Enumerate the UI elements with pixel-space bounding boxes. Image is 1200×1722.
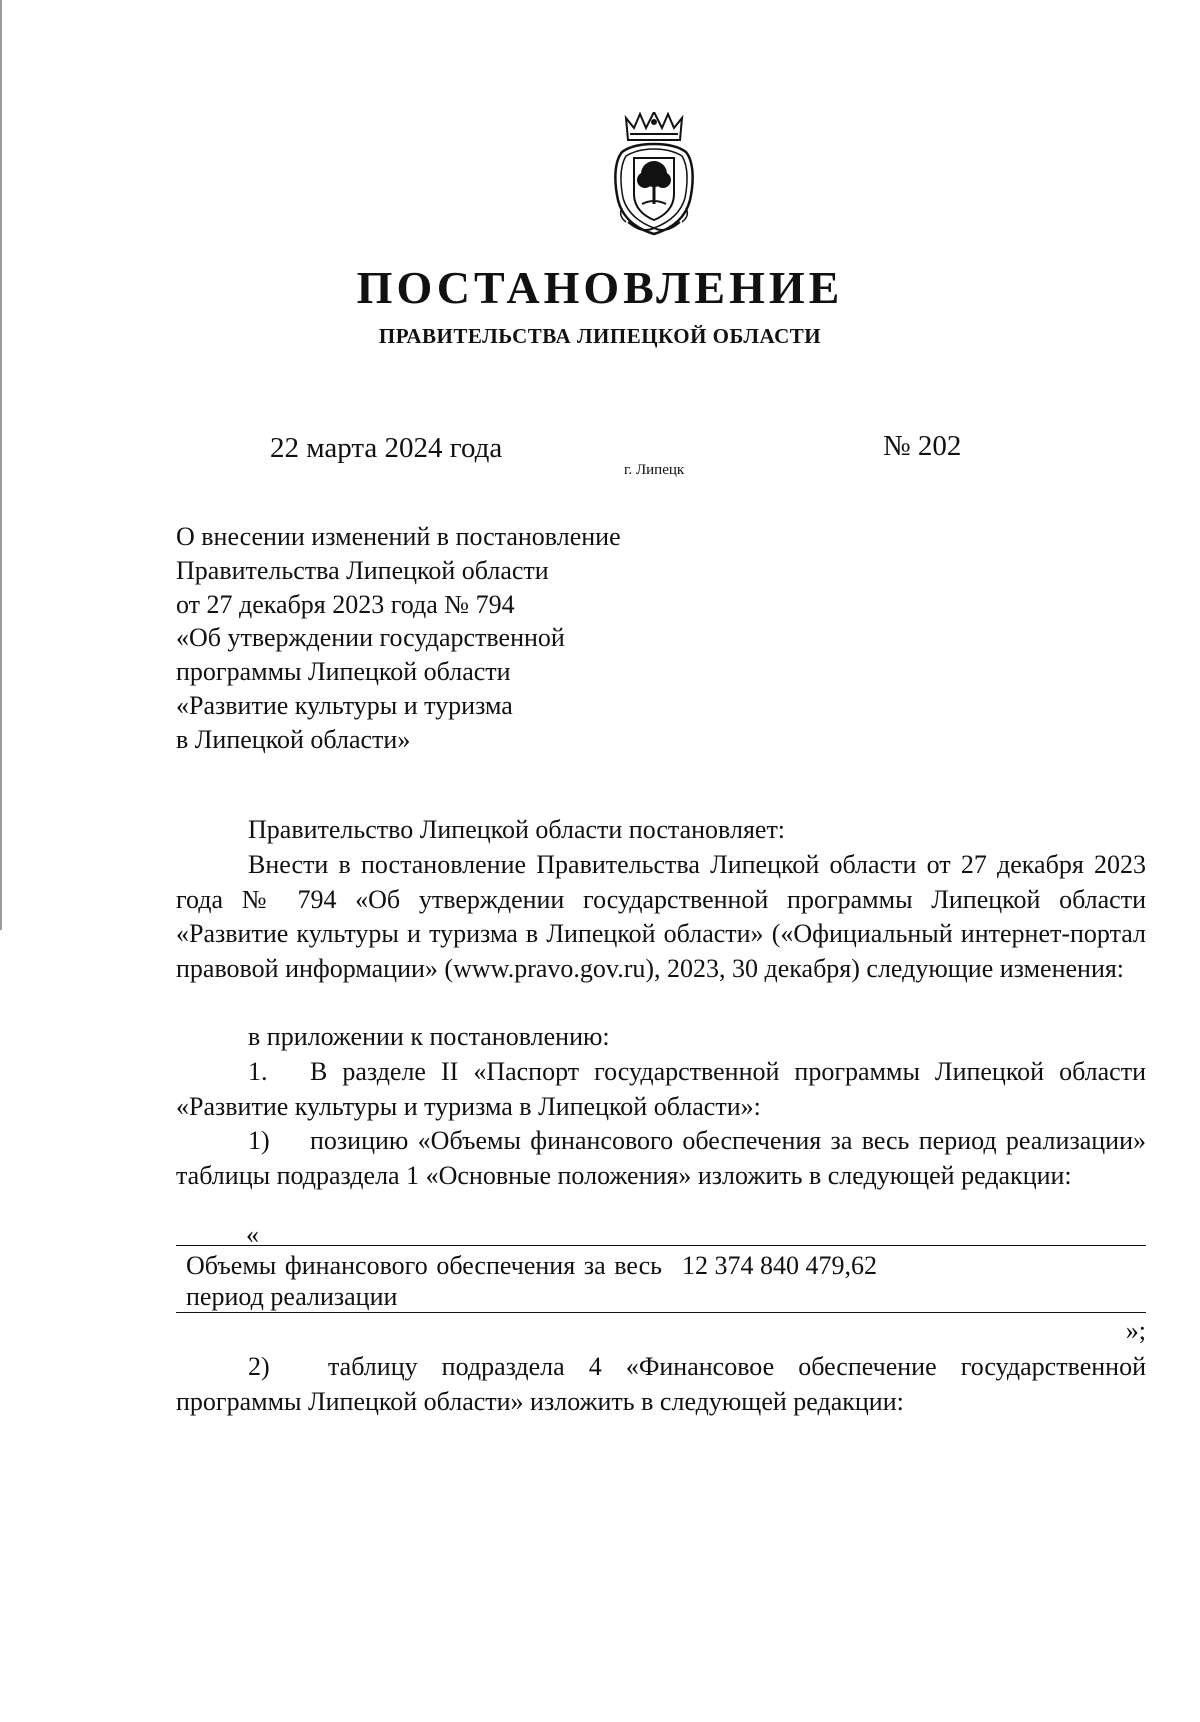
subitem-1-paragraph: [176, 1124, 1146, 1193]
subitem-2-paragraph: [176, 1350, 1146, 1419]
subitem-2-text: таблицу подраздела 4 «Финансовое обеспечение государственной программы Липецкой области» изложить в следующей редакции:: [176, 1352, 1146, 1416]
subject-line: программы Липецкой области: [176, 657, 511, 687]
subject-line: от 27 декабря 2023 года № 794: [176, 589, 515, 619]
close-quote: »;: [1125, 1316, 1146, 1345]
scan-edge: [0, 0, 2, 930]
table-row: [176, 1246, 1146, 1313]
item-1-number: 1.: [248, 1057, 268, 1086]
document-subject: [176, 520, 776, 757]
funding-value-cell: 12 374 840 479,62: [672, 1246, 1146, 1313]
document-city: г. Липецк: [624, 462, 685, 478]
intro-paragraph: Правительство Липецкой области постановляет:: [248, 815, 786, 844]
subject-line: «Об утверждении государственной: [176, 623, 565, 653]
subject-line: О внесении изменений в постановление: [176, 522, 621, 551]
subject-line: «Развитие культуры и туризма: [176, 690, 513, 720]
subject-line: Правительства Липецкой области: [176, 555, 549, 585]
document-title: ПОСТАНОВЛЕНИЕ: [356, 262, 844, 313]
subitem-1-text: позицию «Объемы финансового обеспечения за весь период реализации» таблицы подраздела 1 «Основные положения» изложить в следующей редакции:: [176, 1126, 1146, 1190]
document-subtitle: ПРАВИТЕЛЬСТВА ЛИПЕЦКОЙ ОБЛАСТИ: [378, 324, 822, 348]
appendix-paragraph: в приложении к постановлению:: [248, 1022, 610, 1051]
item-1-paragraph: [176, 1055, 1146, 1124]
funding-label-cell: Объемы финансового обеспечения за весь период реализации: [176, 1246, 672, 1313]
coat-of-arms-icon: [612, 112, 696, 242]
subitem-1-number: 1): [248, 1126, 270, 1155]
funding-table: [176, 1245, 1146, 1313]
open-quote: «: [246, 1220, 259, 1249]
subitem-2-number: 2): [248, 1352, 270, 1381]
subject-line: в Липецкой области»: [176, 724, 411, 754]
amend-paragraph: Внести в постановление Правительства Липецкой области от 27 декабря 2023 года № 794 «Об утверждении государственной программы Липецкой области «Развитие культуры и туризма в Липецкой области» («Официальный интернет-портал правовой информации» (www.pravo.gov.ru), 2023, 30 декабря) следующие изменения:: [176, 850, 1146, 983]
item-1-text: В разделе II «Паспорт государственной программы Липецкой области «Развитие культуры и туризма в Липецкой области»:: [176, 1057, 1146, 1121]
document-date: 22 марта 2024 года: [270, 432, 503, 464]
document-number: № 202: [883, 430, 962, 462]
